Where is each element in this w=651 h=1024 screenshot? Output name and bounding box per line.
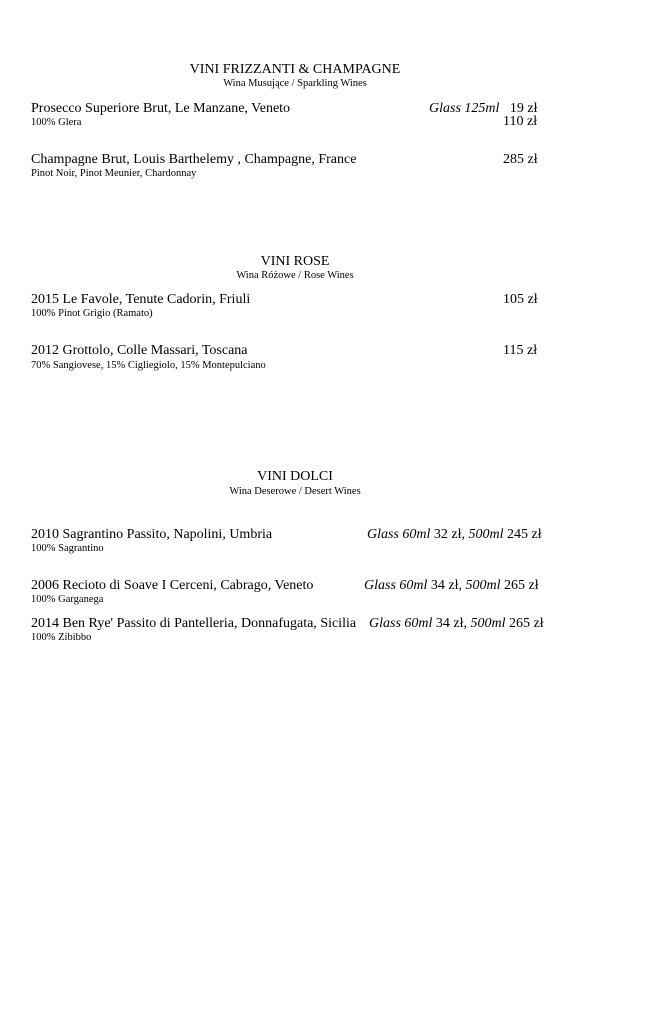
wine-grapes: 100% Sagrantino [31, 543, 104, 554]
wine-prices [364, 578, 539, 594]
bottle-size-label: 500ml [468, 527, 504, 542]
glass-price-value: 34 zł, [430, 578, 463, 593]
glass-size-label: Glass 125ml [429, 101, 500, 116]
bottle-price-value: 265 zł [504, 578, 539, 593]
wine-grapes: 100% Pinot Grigio (Ramato) [31, 308, 153, 319]
wine-grapes: 100% Zibibbo [31, 632, 92, 643]
bottle-size-label: 500ml [465, 578, 501, 593]
glass-price-value: 34 zł, [435, 616, 468, 631]
wine-name: 2010 Sagrantino Passito, Napolini, Umbria [31, 527, 273, 542]
bottle-price-value: 265 zł [509, 616, 544, 631]
glass-size-label: Glass 60ml [367, 527, 431, 542]
wine-grapes: 100% Garganega [31, 594, 104, 605]
glass-price-value: 32 zł, [433, 527, 466, 542]
wine-name: 2014 Ben Rye' Passito di Pantelleria, Donnafugata, Sicilia [31, 616, 357, 631]
section-title-sparkling: VINI FRIZZANTI & CHAMPAGNE [189, 62, 401, 77]
section-subtitle-sparkling: Wina Musujące / Sparkling Wines [223, 78, 367, 89]
wine-bottle-price: 105 zł [503, 292, 538, 307]
bottle-price-value: 245 zł [507, 527, 542, 542]
wine-name: 2012 Grottolo, Colle Massari, Toscana [31, 343, 248, 358]
section-title-dessert: VINI DOLCI [257, 469, 333, 484]
wine-name: Champagne Brut, Louis Barthelemy , Champagne, France [31, 152, 357, 167]
section-title-rose: VINI ROSE [260, 254, 330, 269]
glass-size-label: Glass 60ml [364, 578, 428, 593]
wine-name: 2006 Recioto di Soave I Cerceni, Cabrago, Veneto [31, 578, 314, 593]
wine-bottle-price: 115 zł [503, 343, 538, 358]
wine-grapes: 70% Sangiovese, 15% Cigliegiolo, 15% Montepulciano [31, 360, 266, 371]
wine-grapes: Pinot Noir, Pinot Meunier, Chardonnay [31, 168, 197, 179]
wine-prices [367, 527, 542, 543]
glass-price-value: 19 zł [509, 101, 538, 116]
wine-bottle-price: 285 zł [503, 152, 538, 167]
wine-grapes: 100% Glera [31, 117, 82, 128]
section-subtitle-rose: Wina Różowe / Rose Wines [236, 270, 354, 281]
wine-name: 2015 Le Favole, Tenute Cadorin, Friuli [31, 292, 251, 307]
bottle-size-label: 500ml [470, 616, 506, 631]
wine-bottle-price: 110 zł [503, 114, 538, 129]
wine-name: Prosecco Superiore Brut, Le Manzane, Veneto [31, 101, 291, 116]
section-subtitle-dessert: Wina Deserowe / Desert Wines [229, 486, 361, 497]
glass-size-label: Glass 60ml [369, 616, 433, 631]
wine-prices [369, 616, 544, 632]
